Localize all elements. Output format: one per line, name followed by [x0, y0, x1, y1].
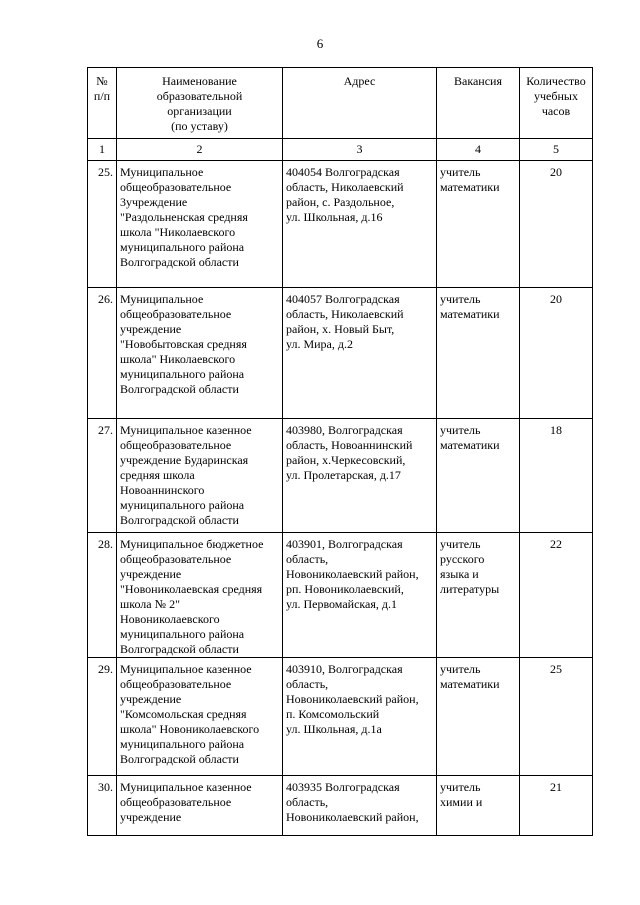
vacancy-line: учитель	[440, 423, 481, 437]
organization-address-line: 403980, Волгоградская	[286, 423, 403, 437]
organization-name-line: муниципального района	[120, 367, 245, 381]
hours: 22	[520, 533, 593, 658]
organization-name-line: "Новобытовская средняя	[120, 337, 247, 351]
organization-address-line: область, Новоаннинский	[286, 438, 413, 452]
row-number: 30.	[88, 776, 117, 836]
organization-address-line: область,	[286, 552, 329, 566]
row-number: 27.	[88, 419, 117, 533]
organization-name	[117, 776, 283, 836]
vacancy-line: математики	[440, 677, 500, 691]
vacancy-line: учитель	[440, 537, 481, 551]
organization-name-line: Волгоградской области	[120, 513, 239, 527]
organization-address-line: область, Николаевский	[286, 307, 404, 321]
organization-name-line: Муниципальное казенное	[120, 780, 252, 794]
vacancy	[437, 161, 520, 288]
table-row	[88, 658, 593, 776]
organization-name-line: школа" Николаевского	[120, 352, 236, 366]
organization-name	[117, 419, 283, 533]
organization-address	[283, 288, 437, 419]
organization-name-line: "Новониколаевская средняя	[120, 582, 263, 596]
vacancy	[437, 658, 520, 776]
vacancy	[437, 533, 520, 658]
header-number	[88, 68, 117, 139]
organization-name-line: Муниципальное казенное	[120, 662, 252, 676]
vacancy-line: русского	[440, 552, 485, 566]
organization-name-line: Волгоградской области	[120, 255, 239, 269]
organization-name-line: общеобразовательное	[120, 552, 232, 566]
table-header-row	[88, 68, 593, 139]
row-number: 29.	[88, 658, 117, 776]
organization-name-line: Волгоградской области	[120, 752, 239, 766]
row-number: 25.	[88, 161, 117, 288]
organization-address	[283, 658, 437, 776]
table-row	[88, 288, 593, 419]
header-number-text: № п/п	[93, 74, 111, 103]
table-row	[88, 161, 593, 288]
organization-name-line: Муниципальное казенное	[120, 423, 252, 437]
organization-address-line: Новониколаевский район,	[286, 692, 419, 706]
organization-address-line: 404054 Волгоградская	[286, 165, 400, 179]
organization-name-line: средняя школа	[120, 468, 195, 482]
organization-address-line: рп. Новониколаевский,	[286, 582, 404, 596]
organization-address-line: ул. Школьная, д.1а	[286, 722, 382, 736]
organization-name-line: Новоаннинского	[120, 483, 205, 497]
header-organization	[117, 68, 283, 139]
vacancy-line: математики	[440, 180, 500, 194]
organization-name-line: муниципального района	[120, 240, 245, 254]
header-address	[283, 68, 437, 139]
hours: 20	[520, 288, 593, 419]
organization-name-line: школа "Николаевского	[120, 225, 236, 239]
organization-name-line: общеобразовательное	[120, 795, 232, 809]
organization-address-line: ул. Школьная, д.16	[286, 210, 383, 224]
column-index-cell: 3	[283, 139, 437, 161]
organization-name-line: учреждение Бударинская	[120, 453, 249, 467]
organization-address-line: район, х. Новый Быт,	[286, 322, 395, 336]
table-row	[88, 533, 593, 658]
organization-name	[117, 533, 283, 658]
hours: 18	[520, 419, 593, 533]
header-hours	[520, 68, 593, 139]
organization-address-line: п. Комсомольский	[286, 707, 380, 721]
organization-address-line: Новониколаевский район,	[286, 810, 419, 824]
vacancy-table	[87, 67, 593, 836]
organization-name-line: муниципального района	[120, 627, 245, 641]
column-index-cell: 1	[88, 139, 117, 161]
vacancy-line: математики	[440, 438, 500, 452]
vacancy-line: учитель	[440, 165, 481, 179]
vacancy-line: языка и	[440, 567, 479, 581]
organization-address-line: ул. Первомайская, д.1	[286, 597, 397, 611]
organization-name-line: общеобразовательное	[120, 438, 232, 452]
organization-name-line: "Раздольненская средняя	[120, 210, 248, 224]
organization-name-line: Новониколаевского	[120, 612, 220, 626]
vacancy	[437, 419, 520, 533]
row-number: 26.	[88, 288, 117, 419]
organization-address-line: район, с. Раздольное,	[286, 195, 395, 209]
organization-name	[117, 161, 283, 288]
organization-name-line: муниципального района	[120, 498, 245, 512]
organization-name-line: Волгоградской области	[120, 642, 239, 656]
organization-address	[283, 161, 437, 288]
organization-name-line: Волгоградской области	[120, 382, 239, 396]
organization-address-line: ул. Мира, д.2	[286, 337, 353, 351]
column-index-cell: 4	[437, 139, 520, 161]
organization-address-line: 403901, Волгоградская	[286, 537, 403, 551]
vacancy-line: литературы	[440, 582, 500, 596]
organization-name-line: учреждение	[120, 692, 182, 706]
organization-name-line: муниципального района	[120, 737, 245, 751]
table-row	[88, 776, 593, 836]
organization-address-line: 403935 Волгоградская	[286, 780, 400, 794]
header-address-text: Адрес	[343, 74, 376, 88]
column-index-row	[88, 139, 593, 161]
column-index-cell: 2	[117, 139, 283, 161]
organization-name-line: учреждение	[120, 810, 182, 824]
vacancy-line: учитель	[440, 292, 481, 306]
organization-address-line: 404057 Волгоградская	[286, 292, 400, 306]
organization-address-line: область, Николаевский	[286, 180, 404, 194]
organization-address-line: район, х.Черкесовский,	[286, 453, 406, 467]
hours: 21	[520, 776, 593, 836]
page-number: 6	[316, 36, 324, 51]
organization-name-line: общеобразовательное	[120, 677, 232, 691]
vacancy-line: учитель	[440, 662, 481, 676]
organization-name-line: Муниципальное	[120, 165, 204, 179]
row-number: 28.	[88, 533, 117, 658]
organization-name-line: общеобразовательное	[120, 307, 232, 321]
organization-name-line: Муниципальное бюджетное	[120, 537, 264, 551]
organization-name-line: Муниципальное	[120, 292, 204, 306]
header-organization-text: Наименование образовательной организации (по уставу)	[156, 74, 243, 133]
organization-address-line: область,	[286, 795, 329, 809]
organization-address-line: 403910, Волгоградская	[286, 662, 403, 676]
vacancy-line: математики	[440, 307, 500, 321]
organization-address-line: область,	[286, 677, 329, 691]
organization-name-line: школа" Новониколаевского	[120, 722, 260, 736]
hours: 25	[520, 658, 593, 776]
vacancy	[437, 776, 520, 836]
column-index-cell: 5	[520, 139, 593, 161]
organization-name-line: учреждение	[120, 322, 182, 336]
vacancy-line: учитель	[440, 780, 481, 794]
organization-name	[117, 288, 283, 419]
organization-name-line: общеобразовательное	[120, 180, 232, 194]
organization-name-line: "Комсомольская средняя	[120, 707, 247, 721]
header-vacancy	[437, 68, 520, 139]
vacancy-line: химии и	[440, 795, 483, 809]
organization-address	[283, 533, 437, 658]
organization-address	[283, 419, 437, 533]
vacancy	[437, 288, 520, 419]
organization-name-line: школа № 2"	[120, 597, 180, 611]
organization-name-line: учреждение	[120, 567, 182, 581]
header-hours-text: Количество учебных часов	[526, 74, 586, 118]
organization-address	[283, 776, 437, 836]
table-row	[88, 419, 593, 533]
hours: 20	[520, 161, 593, 288]
header-vacancy-text: Вакансия	[454, 74, 502, 88]
organization-address-line: Новониколаевский район,	[286, 567, 419, 581]
organization-address-line: ул. Пролетарская, д.17	[286, 468, 401, 482]
organization-name-line: 3учреждение	[120, 195, 188, 209]
organization-name	[117, 658, 283, 776]
